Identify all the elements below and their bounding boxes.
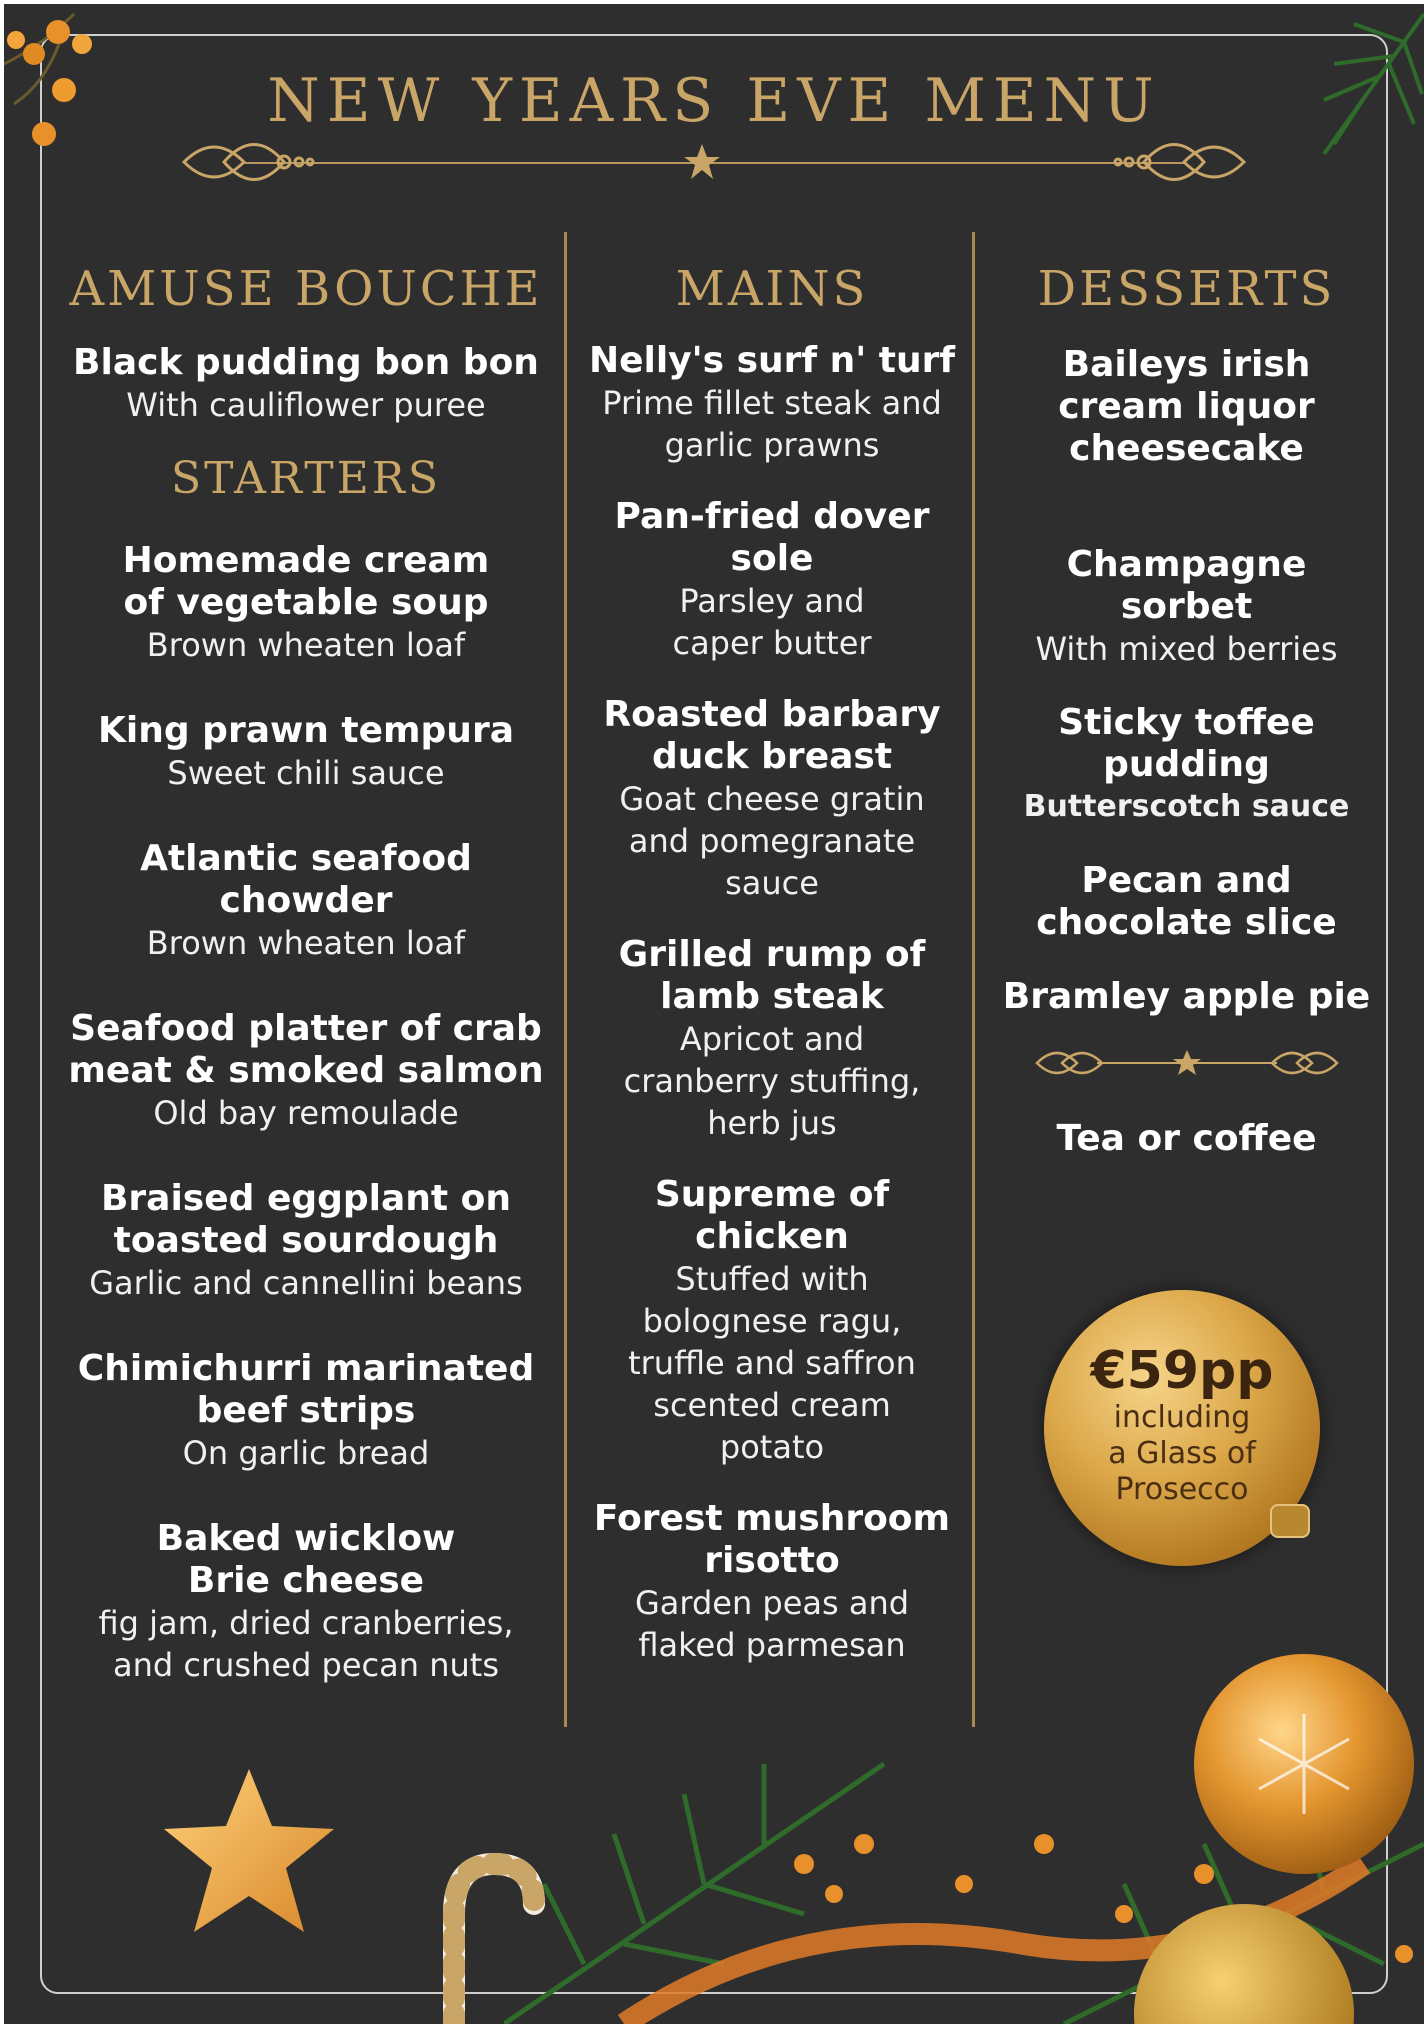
- bauble-icon: [1124, 1884, 1364, 2024]
- item-name: Nelly's surf n' turf: [588, 340, 956, 381]
- section-heading-mains: MAINS: [675, 261, 869, 317]
- column-desserts: [989, 254, 1384, 1160]
- item-name: Homemade cream of vegetable soup: [122, 540, 490, 623]
- price-amount: €59pp: [1090, 1341, 1274, 1401]
- menu-item: [62, 1008, 550, 1134]
- item-name: Pan-fried dover sole: [614, 496, 930, 579]
- item-name: Pecan and chocolate slice: [1036, 860, 1337, 943]
- star-icon: [682, 142, 722, 182]
- menu-item: [989, 976, 1384, 1018]
- item-name: Seafood platter of crab meat & smoked salmon: [68, 1008, 544, 1091]
- menu-item: [582, 496, 962, 664]
- item-name: King prawn tempura: [98, 710, 514, 751]
- column-amuse-starters: [62, 254, 550, 1730]
- menu-item: [989, 860, 1384, 944]
- menu-item: [989, 344, 1384, 470]
- item-name: Baked wicklow Brie cheese: [156, 1518, 456, 1601]
- item-desc: Apricot and cranberry stuffing, herb jus: [623, 1020, 921, 1142]
- menu-item: [582, 694, 962, 904]
- item-desc: Old bay remoulade: [153, 1094, 459, 1132]
- menu-item: [582, 1174, 962, 1468]
- item-name: Roasted barbary duck breast: [603, 694, 941, 777]
- item-desc: Garden peas and flaked parmesan: [634, 1584, 910, 1664]
- item-name: Forest mushroom risotto: [593, 1498, 951, 1581]
- item-desc: Garlic and cannellini beans: [89, 1264, 523, 1302]
- column-rule: [564, 232, 567, 1727]
- tea-coffee: Tea or coffee: [1056, 1118, 1317, 1159]
- item-desc: With mixed berries: [1035, 630, 1338, 668]
- item-name: Champagne sorbet: [1066, 544, 1307, 627]
- menu-title: NEW YEARS EVE MENU: [267, 66, 1161, 136]
- item-desc: On garlic bread: [182, 1434, 430, 1472]
- item-desc: Brown wheaten loaf: [146, 626, 466, 664]
- price-note: including a Glass of Prosecco: [1108, 1400, 1256, 1507]
- section-heading-desserts: DESSERTS: [1037, 261, 1336, 317]
- bauble-icon: [1184, 1644, 1424, 1884]
- candy-cane-icon: [424, 1844, 564, 2024]
- star-icon: [154, 1764, 344, 1944]
- item-desc: With cauliflower puree: [126, 386, 486, 424]
- item-desc: Butterscotch sauce: [1023, 789, 1350, 824]
- item-name: Sticky toffee pudding: [1058, 702, 1315, 785]
- column-mains: [582, 254, 962, 1696]
- menu-item: [62, 1348, 550, 1474]
- item-name: Black pudding bon bon: [73, 342, 539, 383]
- menu-item: [62, 342, 550, 426]
- section-heading-amuse: AMUSE BOUCHE: [69, 261, 543, 317]
- item-desc: Goat cheese gratin and pomegranate sauce: [619, 780, 925, 902]
- item-desc: Stuffed with bolognese ragu, truffle and saffron scented cream potato: [628, 1260, 916, 1466]
- menu-page: [4, 4, 1424, 2024]
- menu-item: [62, 710, 550, 794]
- bauble-cap-icon: [1270, 1504, 1310, 1538]
- section-heading-starters: STARTERS: [171, 453, 441, 504]
- item-name: Chimichurri marinated beef strips: [77, 1348, 535, 1431]
- item-desc: Prime fillet steak and garlic prawns: [602, 384, 942, 464]
- holly-divider-icon: [1027, 1038, 1347, 1088]
- menu-item: [582, 1498, 962, 1666]
- menu-item: [582, 934, 962, 1144]
- item-name: Atlantic seafood chowder: [140, 838, 472, 921]
- menu-item: [989, 544, 1384, 670]
- item-desc: Brown wheaten loaf: [146, 924, 466, 962]
- menu-item: [62, 1178, 550, 1304]
- item-name: Baileys irish cream liquor cheesecake: [1058, 344, 1315, 469]
- menu-item: [582, 340, 962, 466]
- column-rule: [972, 232, 975, 1727]
- item-desc: Sweet chili sauce: [167, 754, 445, 792]
- item-desc: Parsley and caper butter: [672, 582, 872, 662]
- item-name: Bramley apple pie: [1002, 976, 1371, 1017]
- menu-item: [989, 702, 1384, 828]
- holly-sprig-icon: [1104, 122, 1264, 202]
- menu-item: [62, 838, 550, 964]
- menu-item: [62, 1518, 550, 1686]
- menu-item: [62, 540, 550, 666]
- item-desc: fig jam, dried cranberries, and crushed pecan nuts: [98, 1604, 514, 1684]
- item-name: Supreme of chicken: [654, 1174, 890, 1257]
- item-name: Grilled rump of lamb steak: [618, 934, 926, 1017]
- holly-sprig-icon: [164, 122, 324, 202]
- item-name: Braised eggplant on toasted sourdough: [100, 1178, 512, 1261]
